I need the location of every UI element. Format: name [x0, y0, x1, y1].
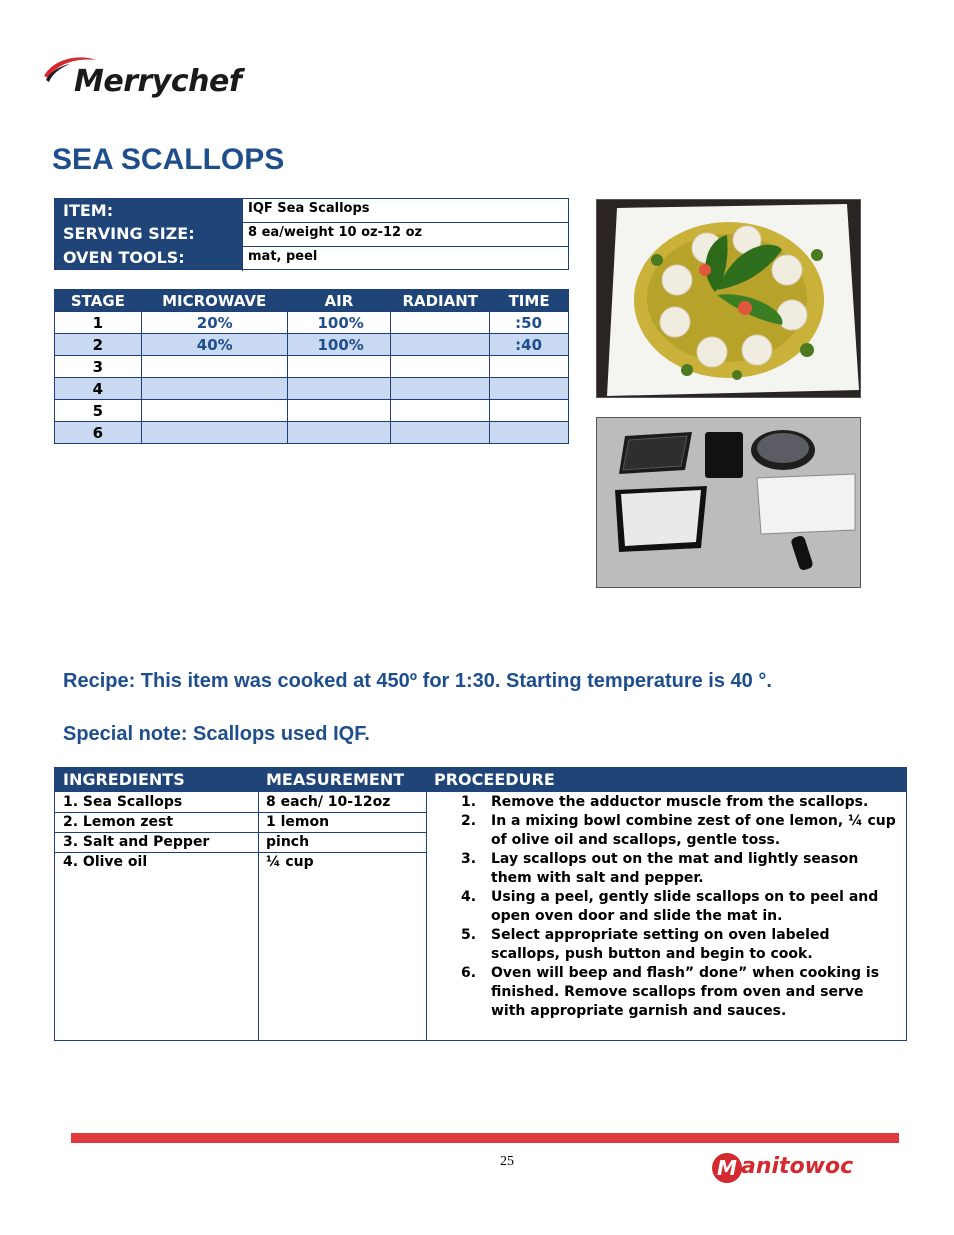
merrychef-logo-text: Merrychef — [74, 64, 242, 99]
ingredient-measurement: 8 each/ 10-12oz — [266, 794, 391, 810]
microwave-value — [141, 356, 287, 378]
col-radiant: RADIANT — [391, 290, 490, 312]
stage-number: 5 — [55, 400, 142, 422]
step-number: 4. — [461, 889, 477, 905]
radiant-value — [391, 400, 490, 422]
stage-number: 4 — [55, 378, 142, 400]
page-number: 25 — [500, 1154, 514, 1169]
air-value — [287, 422, 391, 444]
step-text: In a mixing bowl combine zest of one lemon, ¼ cup of olive oil and scallops, gentle toss. — [491, 813, 896, 848]
stage-row — [55, 356, 569, 378]
procedure-step — [461, 964, 901, 1021]
scallops-dish-photo — [596, 199, 861, 398]
air-value — [287, 400, 391, 422]
stage-number: 6 — [55, 422, 142, 444]
col-microwave: MICROWAVE — [141, 290, 287, 312]
manitowoc-logo — [712, 1150, 852, 1186]
ingredient-name: 3. Salt and Pepper — [63, 834, 210, 850]
merrychef-logo — [40, 52, 260, 108]
radiant-value — [391, 422, 490, 444]
special-note: Special note: Scallops used IQF. — [63, 723, 370, 745]
ingredient-name: 2. Lemon zest — [63, 814, 174, 830]
manitowoc-logo-text: anitowoc — [741, 1154, 854, 1179]
radiant-value — [391, 378, 490, 400]
procedure-step — [461, 812, 901, 850]
radiant-value — [391, 312, 490, 334]
procedure-step — [461, 888, 901, 926]
ingredient-measurement: pinch — [266, 834, 310, 850]
time-value: :40 — [490, 334, 569, 356]
col-air: AIR — [287, 290, 391, 312]
step-text: Remove the adductor muscle from the scallops. — [491, 794, 869, 810]
procedure-step — [461, 850, 901, 888]
serving-size-label: SERVING SIZE: — [63, 224, 195, 243]
air-value: 100% — [287, 334, 391, 356]
microwave-value: 20% — [141, 312, 287, 334]
microwave-value — [141, 400, 287, 422]
ingredient-name: 1. Sea Scallops — [63, 794, 183, 810]
item-info-values — [242, 199, 568, 269]
serving-size-value: 8 ea/weight 10 oz-12 oz — [242, 223, 568, 247]
radiant-value — [391, 356, 490, 378]
ingredient-measurement: ¼ cup — [266, 854, 314, 870]
stage-row — [55, 422, 569, 444]
step-text: Lay scallops out on the mat and lightly season them with salt and pepper. — [491, 851, 859, 886]
microwave-value: 40% — [141, 334, 287, 356]
recipe-text: Recipe: This item was cooked at 450º for 1:30. Starting temperature is 40 °. — [63, 670, 772, 692]
col-time: TIME — [490, 290, 569, 312]
item-info-table — [54, 198, 569, 270]
stage-table-header — [55, 290, 569, 312]
stage-row — [55, 400, 569, 422]
time-value — [490, 400, 569, 422]
oven-tools-label: OVEN TOOLS: — [63, 248, 185, 267]
time-value — [490, 422, 569, 444]
step-number: 3. — [461, 851, 477, 867]
air-value — [287, 378, 391, 400]
time-value — [490, 378, 569, 400]
column-divider — [426, 792, 427, 1040]
item-value: IQF Sea Scallops — [242, 199, 568, 223]
microwave-value — [141, 422, 287, 444]
col-measurement: MEASUREMENT — [266, 770, 405, 789]
item-label: ITEM: — [63, 201, 114, 220]
air-value: 100% — [287, 312, 391, 334]
air-value — [287, 356, 391, 378]
ingredients-table — [54, 767, 907, 1041]
step-number: 5. — [461, 927, 477, 943]
page-title: SEA SCALLOPS — [52, 143, 285, 176]
step-number: 1. — [461, 794, 477, 810]
step-text: Select appropriate setting on oven labeled scallops, push button and begin to cook. — [491, 927, 830, 962]
col-procedure: PROCEEDURE — [434, 770, 555, 789]
stage-row — [55, 312, 569, 334]
radiant-value — [391, 334, 490, 356]
item-info-labels — [55, 199, 242, 269]
procedure-steps — [461, 793, 901, 1021]
oven-tools-value: mat, peel — [242, 247, 568, 271]
manitowoc-logo-initial: M — [712, 1153, 742, 1183]
step-number: 6. — [461, 965, 477, 981]
procedure-step — [461, 926, 901, 964]
procedure-step — [461, 793, 901, 812]
time-value: :50 — [490, 312, 569, 334]
stage-number: 1 — [55, 312, 142, 334]
step-text: Using a peel, gently slide scallops on to peel and open oven door and slide the mat in. — [491, 889, 879, 924]
microwave-value — [141, 378, 287, 400]
stage-number: 3 — [55, 356, 142, 378]
ingredients-table-header — [55, 768, 906, 792]
ingredient-name: 4. Olive oil — [63, 854, 148, 870]
col-ingredients: INGREDIENTS — [63, 770, 185, 789]
footer-divider — [71, 1133, 899, 1143]
step-text: Oven will beep and flash” done” when cooking is finished. Remove scallops from oven and serve with appropriate garnish and sauces. — [491, 965, 880, 1019]
stage-row — [55, 334, 569, 356]
stage-settings-table — [54, 289, 569, 444]
time-value — [490, 356, 569, 378]
stage-number: 2 — [55, 334, 142, 356]
oven-tools-photo — [596, 417, 861, 588]
stage-row — [55, 378, 569, 400]
ingredient-measurement: 1 lemon — [266, 814, 330, 830]
col-stage: STAGE — [55, 290, 142, 312]
step-number: 2. — [461, 813, 477, 829]
